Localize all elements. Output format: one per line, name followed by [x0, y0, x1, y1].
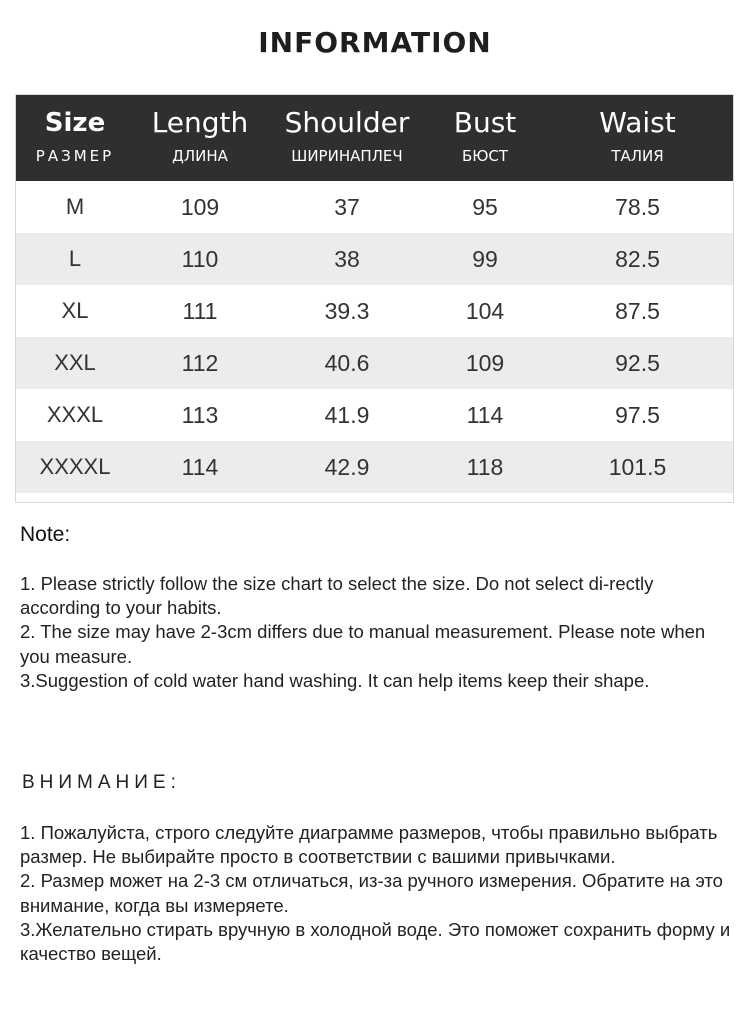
- table-header-row: [15, 94, 734, 181]
- header-size: [15, 94, 135, 181]
- cell-waist: 92.5: [615, 349, 660, 376]
- table-row: [15, 285, 734, 337]
- cell-bust: 114: [466, 401, 504, 428]
- cell-length: 110: [181, 245, 219, 272]
- cell-shoulder: 40.6: [324, 349, 370, 376]
- table-row: [15, 233, 734, 285]
- cell-bust: 95: [472, 193, 498, 220]
- header-length-ru: ДЛИНА: [172, 147, 228, 165]
- header-waist-en: Waist: [599, 106, 676, 139]
- cell-size: XXXXL: [39, 454, 111, 479]
- cell-waist: 101.5: [608, 453, 667, 480]
- attention-title: ВНИМАНИЕ:: [22, 772, 181, 793]
- table-row: [15, 441, 734, 493]
- attention-item: 2. Размер может на 2-3 см отличаться, из-за ручного измерения. Обратите на это внимание, когда вы измеряете.: [20, 870, 723, 916]
- header-shoulder-ru: ШИРИНАПЛЕЧ: [291, 147, 403, 165]
- table-row: [15, 389, 734, 441]
- header-waist-ru: ТАЛИЯ: [611, 147, 664, 165]
- cell-shoulder: 37: [334, 193, 360, 220]
- cell-shoulder: 42.9: [324, 453, 370, 480]
- cell-bust: 118: [466, 453, 504, 480]
- header-size-ru: РАЗМЕР: [35, 147, 115, 165]
- note-item: 3.Suggestion of cold water hand washing. It can help items keep their shape.: [20, 669, 650, 691]
- attention-body: [20, 821, 735, 966]
- table-row: [15, 181, 734, 233]
- cell-shoulder: 41.9: [324, 401, 370, 428]
- header-shoulder: [265, 94, 429, 181]
- cell-waist: 82.5: [615, 245, 660, 272]
- size-chart-table: [15, 94, 734, 493]
- header-bust-en: Bust: [453, 106, 517, 139]
- note-item: 2. The size may have 2-3cm differs due to manual measurement. Please note when you measure.: [20, 621, 706, 667]
- note-item: 1. Please strictly follow the size chart to select the size. Do not select di-rectly according to your habits.: [20, 573, 654, 619]
- header-bust-ru: БЮСТ: [461, 147, 509, 165]
- header-waist: [541, 94, 734, 181]
- cell-length: 109: [180, 193, 220, 220]
- cell-length: 114: [181, 453, 219, 480]
- table-row: [15, 337, 734, 389]
- cell-length: 112: [181, 349, 219, 376]
- cell-waist: 97.5: [615, 401, 660, 428]
- cell-shoulder: 38: [334, 245, 360, 272]
- header-length-en: Length: [151, 106, 249, 139]
- cell-bust: 99: [472, 245, 498, 272]
- cell-length: 113: [181, 401, 219, 428]
- cell-length: 111: [182, 297, 218, 324]
- cell-shoulder: 39.3: [324, 297, 370, 324]
- note-title: Note:: [20, 523, 71, 546]
- cell-size: XXXL: [46, 402, 104, 427]
- cell-size: XL: [61, 298, 89, 323]
- cell-size: M: [65, 194, 85, 219]
- cell-size: L: [68, 246, 82, 271]
- page-title: INFORMATION: [258, 26, 492, 59]
- cell-waist: 87.5: [615, 297, 660, 324]
- cell-size: XXL: [54, 350, 96, 375]
- cell-waist: 78.5: [615, 193, 660, 220]
- cell-bust: 109: [465, 349, 505, 376]
- header-bust: [429, 94, 541, 181]
- header-shoulder-en: Shoulder: [284, 106, 410, 139]
- attention-item: 3.Желательно стирать вручную в холодной воде. Это поможет сохранить форму и качество вещей.: [20, 918, 731, 965]
- header-length: [135, 94, 265, 181]
- attention-item: 1. Пожалуйста, строго следуйте диаграмме размеров, чтобы правильно выбрать размер. Не выбирайте просто в соответствии с вашими привычками.: [20, 822, 718, 868]
- cell-bust: 104: [465, 297, 505, 324]
- note-body: [20, 572, 720, 693]
- header-size-en: Size: [44, 108, 106, 138]
